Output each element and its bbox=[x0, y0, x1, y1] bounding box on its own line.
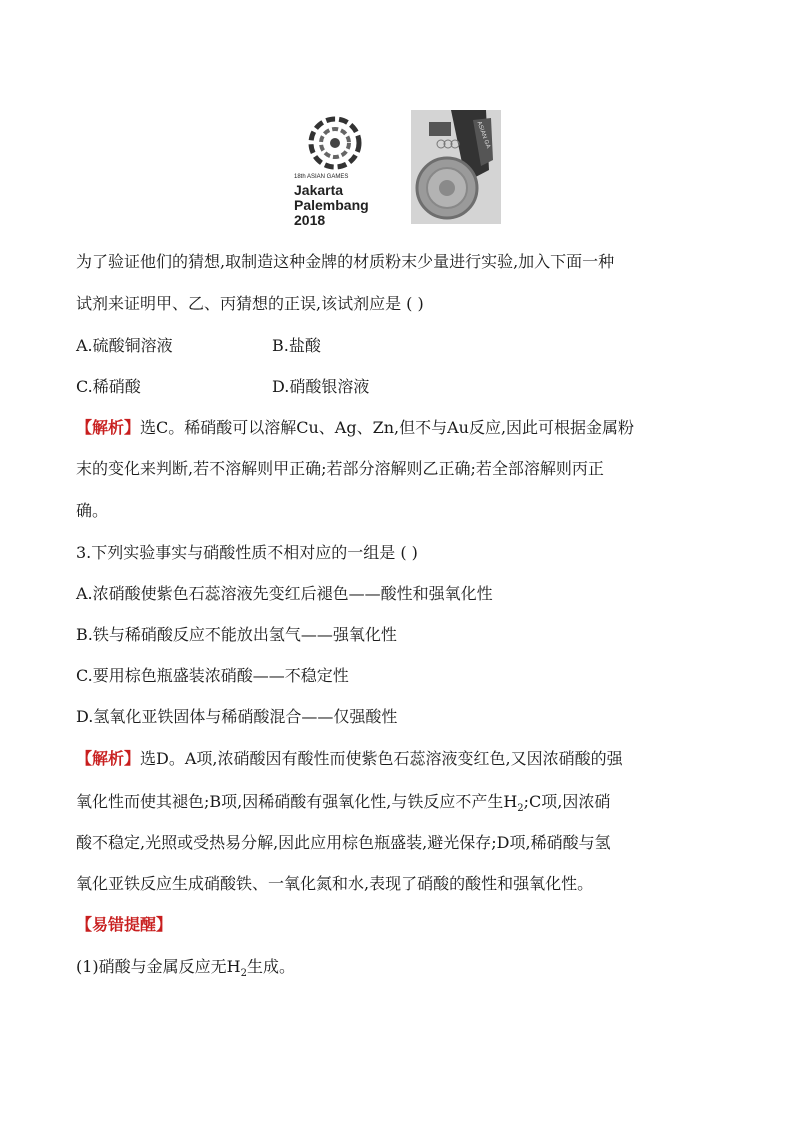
q3-analysis-line4: 氧化亚铁反应生成硝酸铁、一氧化氮和水,表现了硝酸的酸性和强氧化性。 bbox=[76, 874, 594, 893]
q2-option-c: C.稀硝酸 bbox=[76, 377, 141, 396]
q2-stem-line1: 为了验证他们的猜想,取制造这种金牌的材质粉末少量进行实验,加入下面一种 bbox=[76, 252, 615, 271]
logo-emblem-icon bbox=[292, 112, 378, 174]
q3-analysis-line2 bbox=[76, 792, 610, 819]
q3-analysis-line2-sub: 2 bbox=[517, 803, 524, 815]
q3-analysis-line3: 酸不稳定,光照或受热易分解,因此应用棕色瓶盛装,避光保存;D项,稀硝酸与氢 bbox=[76, 833, 611, 852]
logo-city2-text: Palembang bbox=[294, 197, 369, 213]
medal-ribbon-text: ASIAN GA bbox=[475, 120, 491, 150]
q3-analysis-line2-pre: 氧化性而使其褪色;B项,因稀硝酸有强氧化性,与铁反应不产生H bbox=[76, 792, 518, 811]
q3-option-d: D.氢氧化亚铁固体与稀硝酸混合——仅强酸性 bbox=[76, 707, 398, 726]
logo-year-text: 2018 bbox=[294, 212, 326, 228]
q3-option-a: A.浓硝酸使紫色石蕊溶液先变红后褪色——酸性和强氧化性 bbox=[76, 584, 493, 603]
q3-stem: 3.下列实验事实与硝酸性质不相对应的一组是 ( ) bbox=[76, 543, 418, 562]
tip-line1-sub: 2 bbox=[240, 968, 247, 980]
logo-city1-text: Jakarta bbox=[294, 182, 344, 198]
q2-analysis-tag: 【解析】 bbox=[76, 418, 141, 437]
tip-tag: 【易错提醒】 bbox=[76, 915, 173, 934]
q2-option-d: D.硝酸银溶液 bbox=[272, 377, 370, 396]
q2-analysis-line3: 确。 bbox=[76, 501, 109, 520]
medal-icon bbox=[411, 110, 501, 224]
medal-photo bbox=[411, 110, 501, 224]
q3-analysis-line2-post: ;C项,因浓硝 bbox=[523, 792, 611, 811]
tip-line1-pre: (1)硝酸与金属反应无H bbox=[76, 957, 241, 976]
logo-games-text: 18th ASIAN GAMES bbox=[294, 174, 349, 180]
tip-line1-post: 生成。 bbox=[247, 957, 296, 976]
q2-analysis-line1 bbox=[76, 418, 634, 438]
q2-stem-line2: 试剂来证明甲、乙、丙猜想的正误,该试剂应是 ( ) bbox=[76, 294, 424, 313]
asian-games-logo bbox=[292, 112, 378, 230]
q3-option-c: C.要用棕色瓶盛装浓硝酸——不稳定性 bbox=[76, 666, 349, 685]
q2-option-a: A.硫酸铜溶液 bbox=[76, 336, 173, 355]
q3-analysis-line1 bbox=[76, 749, 623, 769]
q3-option-b: B.铁与稀硝酸反应不能放出氢气——强氧化性 bbox=[76, 625, 397, 644]
q3-analysis-text1: 选D。A项,浓硝酸因有酸性而使紫色石蕊溶液变红色,又因浓硝酸的强 bbox=[140, 749, 623, 768]
q2-option-b: B.盐酸 bbox=[272, 336, 321, 355]
q3-analysis-tag: 【解析】 bbox=[76, 749, 141, 768]
tip-line1 bbox=[76, 957, 295, 984]
q2-analysis-text1: 选C。稀硝酸可以溶解Cu、Ag、Zn,但不与Au反应,因此可根据金属粉 bbox=[140, 418, 635, 437]
q2-analysis-line2: 末的变化来判断,若不溶解则甲正确;若部分溶解则乙正确;若全部溶解则丙正 bbox=[76, 459, 604, 478]
